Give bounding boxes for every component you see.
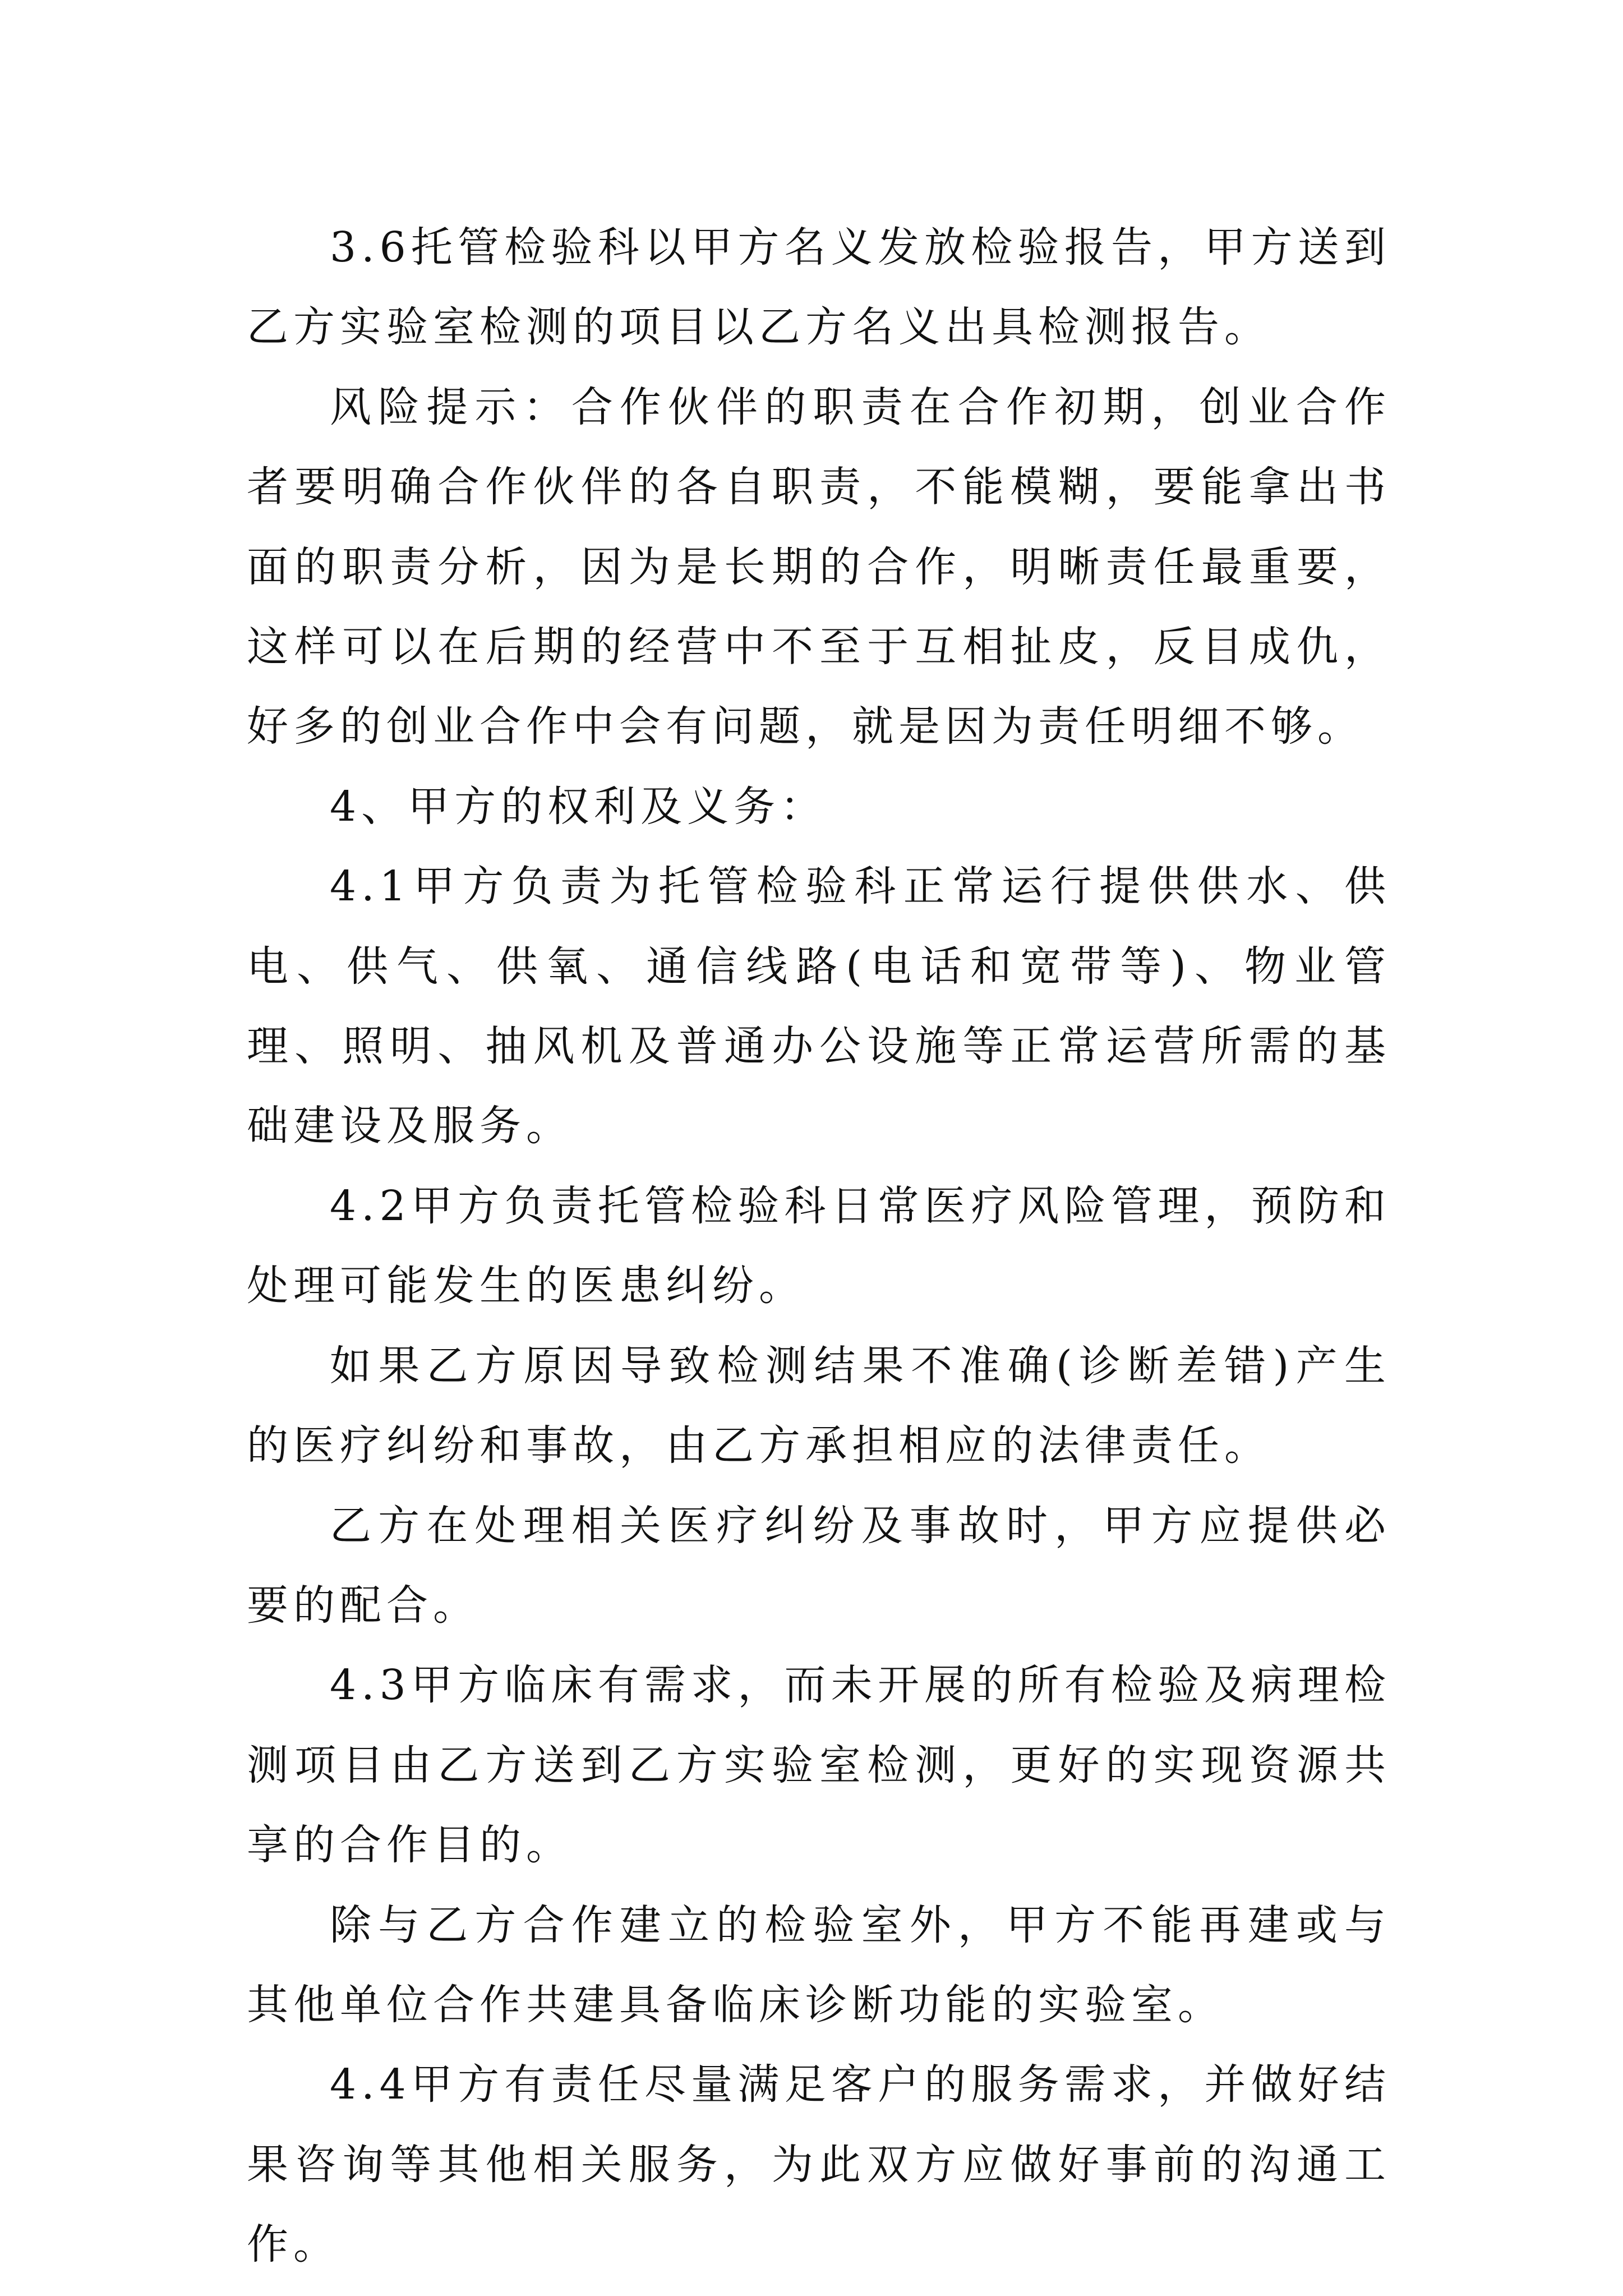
paragraph-cooperation: 乙方在处理相关医疗纠纷及事故时，甲方应提供必要的配合。 (247, 1501, 1391, 1630)
paragraph-4-2: 4.2甲方负责托管检验科日常医疗风险管理，预防和处理可能发生的医患纠纷。 (247, 1181, 1391, 1310)
paragraph-3-6: 3.6托管检验科以甲方名义发放检验报告，甲方送到乙方实验室检测的项目以乙方名义出具检测报告。 (247, 223, 1391, 352)
section-heading-4: 4、甲方的权利及义务： (330, 782, 827, 831)
paragraph-4-4: 4.4甲方有责任尽量满足客户的服务需求，并做好结果咨询等其他相关服务，为此双方应做好事前的沟通工作。 (247, 2060, 1391, 2269)
paragraph-4-3: 4.3甲方临床有需求，而未开展的所有检验及病理检测项目由乙方送到乙方实验室检测，更好的实现资源共享的合作目的。 (247, 1661, 1391, 1870)
paragraph-4-1: 4.1甲方负责为托管检验科正常运行提供供水、供电、供气、供氧、通信线路(电话和宽带等)、物业管理、照明、抽风机及普通办公设施等正常运营所需的基础建设及服务。 (247, 862, 1391, 1151)
paragraph-risk-note: 风险提示：合作伙伴的职责在合作初期，创业合作者要明确合作伙伴的各自职责，不能模糊，要能拿出书面的职责分析，因为是长期的合作，明晰责任最重要，这样可以在后期的经营中不至于互相扯皮，反目成仇，好多的创业合作中会有问题，就是因为责任明细不够。 (247, 383, 1391, 751)
paragraph-liability: 如果乙方原因导致检测结果不准确(诊断差错)产生的医疗纠纷和事故，由乙方承担相应的法律责任。 (247, 1341, 1391, 1470)
paragraph-exclusivity: 除与乙方合作建立的检验室外，甲方不能再建或与其他单位合作共建具备临床诊断功能的实验室。 (247, 1901, 1391, 2029)
document-body (247, 208, 1391, 2285)
